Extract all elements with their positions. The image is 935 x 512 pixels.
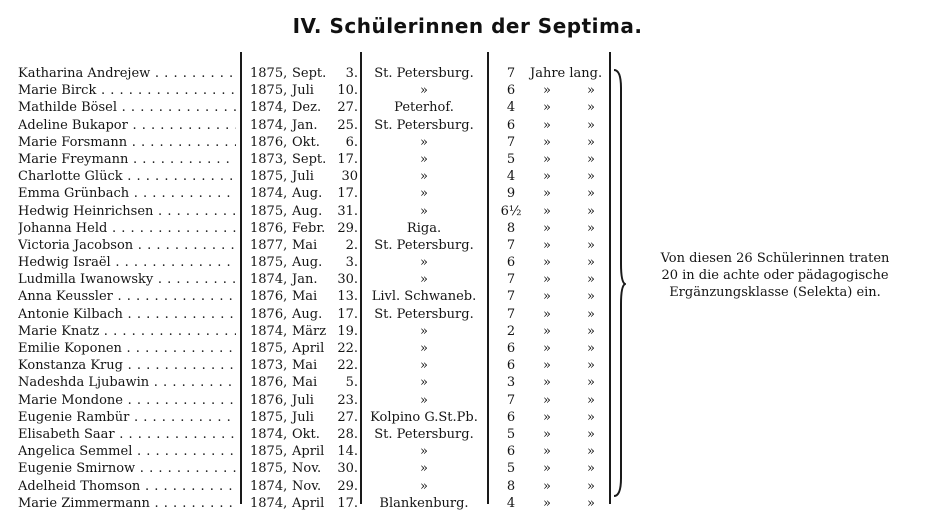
birth-year: 1875,: [250, 461, 288, 477]
birth-day: 17.: [337, 186, 358, 202]
years-attended: 3: [506, 375, 516, 391]
ditto-mark: »: [587, 495, 595, 511]
birth-year: 1874,: [250, 426, 288, 442]
table-row: [0, 99, 620, 116]
years-attended: 2: [506, 323, 516, 339]
student-name: Hedwig Israël . . .: [18, 254, 236, 271]
birth-month: Okt.: [292, 426, 320, 442]
birth-day: 30.: [337, 461, 358, 477]
birth-place: »: [420, 134, 428, 150]
birth-month: Nov.: [292, 461, 322, 477]
birth-month: April: [292, 495, 325, 511]
ditto-mark: »: [587, 478, 595, 494]
years-attended: 7: [506, 66, 516, 81]
table-row: [0, 306, 620, 323]
years-attended: 8: [506, 478, 516, 494]
ditto-mark: »: [587, 186, 595, 202]
years-attended: 4: [506, 495, 516, 511]
years-attended: 7: [506, 272, 516, 288]
table-row: [0, 392, 620, 409]
birth-place: »: [420, 151, 428, 167]
table-row: [0, 460, 620, 477]
table-row: [0, 203, 620, 220]
ditto-mark: »: [543, 444, 551, 460]
birth-place: St. Petersburg.: [374, 237, 474, 253]
birth-day: 30.: [337, 272, 358, 288]
birth-place: »: [420, 392, 428, 408]
ditto-mark: »: [543, 306, 551, 322]
birth-place: »: [420, 83, 428, 99]
birth-year: 1874,: [250, 272, 288, 288]
ditto-mark: »: [543, 203, 551, 219]
birth-month: Mai: [292, 237, 318, 253]
ditto-mark: »: [587, 255, 595, 271]
years-attended: 4: [506, 169, 516, 185]
ditto-mark: »: [543, 323, 551, 339]
birth-month: Febr.: [292, 220, 326, 236]
birth-year: 1876,: [250, 306, 288, 322]
table-row: [0, 220, 620, 237]
ditto-mark: »: [543, 134, 551, 150]
ditto-mark: »: [543, 117, 551, 133]
student-name: Eugenie Rambür . . .: [18, 409, 236, 426]
birth-day: 19.: [337, 323, 358, 339]
birth-place: »: [420, 341, 428, 356]
student-name: Adeline Bukapor . . .: [18, 117, 236, 134]
table-row: [0, 288, 620, 305]
birth-day: 29.: [337, 220, 358, 236]
birth-month: Aug.: [292, 203, 323, 219]
birth-year: 1875,: [250, 203, 288, 219]
birth-day: 29.: [337, 478, 358, 494]
table-row: [0, 323, 620, 340]
student-name: Marie Knatz . . .: [18, 323, 236, 340]
table-row: [0, 374, 620, 391]
birth-year: 1876,: [250, 375, 288, 391]
birth-month: Jan.: [292, 117, 318, 133]
birth-year: 1874,: [250, 495, 288, 511]
ditto-mark: »: [587, 151, 595, 167]
birth-month: Juli: [292, 83, 314, 99]
birth-place: »: [420, 461, 428, 477]
birth-month: Okt.: [292, 134, 320, 150]
birth-year: 1876,: [250, 289, 288, 305]
birth-year: 1873,: [250, 151, 288, 167]
note-line: Ergänzungsklasse (Selekta) ein.: [669, 285, 881, 300]
duration-label: Jahre lang.: [530, 66, 603, 81]
student-name: Katharina Andrejew . . .: [18, 65, 236, 82]
table-row: [0, 409, 620, 426]
table-row: [0, 271, 620, 288]
years-attended: 9: [506, 186, 516, 202]
student-name: Victoria Jacobson . . .: [18, 237, 236, 254]
student-name: Elisabeth Saar . . .: [18, 426, 236, 443]
student-name: Marie Birck . . .: [18, 82, 236, 99]
birth-year: 1876,: [250, 392, 288, 408]
birth-day: 22.: [337, 341, 358, 356]
birth-day: 2.: [345, 237, 358, 253]
years-attended: 6: [506, 409, 516, 425]
birth-month: Juli: [292, 169, 314, 185]
ditto-mark: »: [587, 272, 595, 288]
birth-place: »: [420, 169, 428, 185]
ditto-mark: »: [587, 392, 595, 408]
years-attended: 6½: [500, 203, 522, 219]
birth-day: 13.: [337, 289, 358, 305]
birth-month: Mai: [292, 375, 318, 391]
ditto-mark: »: [543, 255, 551, 271]
birth-place: St. Petersburg.: [374, 426, 474, 442]
birth-day: 17.: [337, 306, 358, 322]
years-attended: 6: [506, 341, 516, 356]
table-row: [0, 357, 620, 374]
years-attended: 4: [506, 100, 516, 116]
ditto-mark: »: [543, 83, 551, 99]
table-row: [0, 117, 620, 134]
birth-place: »: [420, 323, 428, 339]
student-name: Marie Zimmermann . . .: [18, 495, 236, 512]
years-attended: 6: [506, 358, 516, 374]
student-name: Marie Forsmann . . .: [18, 134, 236, 151]
ditto-mark: »: [587, 203, 595, 219]
table-row: [0, 185, 620, 202]
birth-place: »: [420, 203, 428, 219]
years-attended: 6: [506, 444, 516, 460]
birth-month: Juli: [292, 392, 314, 408]
years-attended: 6: [506, 83, 516, 99]
table-row: [0, 478, 620, 495]
birth-month: Aug.: [292, 255, 323, 271]
student-name: Johanna Held . . .: [18, 220, 236, 237]
ditto-mark: »: [543, 289, 551, 305]
ditto-mark: »: [587, 461, 595, 477]
birth-month: Juli: [292, 409, 314, 425]
table-row: [0, 254, 620, 271]
birth-day: 31.: [337, 203, 358, 219]
ditto-mark: »: [587, 289, 595, 305]
right-brace: [612, 68, 626, 500]
table-row: [0, 495, 620, 512]
birth-day: 27.: [337, 409, 358, 425]
years-attended: 7: [506, 134, 516, 150]
birth-day: 6.: [345, 134, 358, 150]
ditto-mark: »: [543, 100, 551, 116]
table-row: [0, 237, 620, 254]
birth-place: »: [420, 375, 428, 391]
birth-place: St. Petersburg.: [374, 117, 474, 133]
birth-month: April: [292, 444, 325, 460]
ditto-mark: »: [587, 375, 595, 391]
birth-year: 1874,: [250, 117, 288, 133]
ditto-mark: »: [587, 220, 595, 236]
student-name: Mathilde Bösel . . .: [18, 99, 236, 116]
birth-month: April: [292, 341, 325, 356]
birth-year: 1875,: [250, 341, 288, 356]
ditto-mark: »: [587, 237, 595, 253]
note-line: 20 in die achte oder pädagogische: [661, 268, 889, 283]
years-attended: 5: [506, 426, 516, 442]
years-attended: 5: [506, 151, 516, 167]
birth-day: 27.: [337, 100, 358, 116]
ditto-mark: »: [543, 392, 551, 408]
note-line: Von diesen 26 Schülerinnen traten: [660, 251, 890, 266]
student-name: Nadeshda Ljubawin . . .: [18, 374, 236, 391]
student-name: Adelheid Thomson . . .: [18, 478, 236, 495]
table-row: [0, 134, 620, 151]
birth-year: 1875,: [250, 169, 288, 185]
ditto-mark: »: [543, 426, 551, 442]
ditto-mark: »: [543, 358, 551, 374]
birth-day: 22.: [337, 358, 358, 374]
birth-year: 1876,: [250, 220, 288, 236]
birth-place: »: [420, 186, 428, 202]
table-row: [0, 151, 620, 168]
ditto-mark: »: [587, 444, 595, 460]
years-attended: 6: [506, 117, 516, 133]
years-attended: 6: [506, 255, 516, 271]
birth-month: März: [292, 323, 327, 339]
student-name: Emilie Koponen . . .: [18, 340, 236, 357]
birth-place: »: [420, 478, 428, 494]
student-name: Angelica Semmel . . .: [18, 443, 236, 460]
birth-year: 1874,: [250, 478, 288, 494]
ditto-mark: »: [587, 306, 595, 322]
student-name: Marie Freymann . . .: [18, 151, 236, 168]
ditto-mark: »: [543, 495, 551, 511]
ditto-mark: »: [587, 134, 595, 150]
ditto-mark: »: [543, 169, 551, 185]
birth-month: Sept.: [292, 151, 327, 167]
birth-year: 1874,: [250, 186, 288, 202]
years-attended: 7: [506, 237, 516, 253]
birth-day: 17.: [337, 495, 358, 511]
birth-place: Blankenburg.: [379, 495, 469, 511]
birth-year: 1875,: [250, 409, 288, 425]
birth-place: Peterhof.: [394, 100, 454, 116]
birth-year: 1875,: [250, 444, 288, 460]
birth-year: 1875,: [250, 255, 288, 271]
years-attended: 7: [506, 392, 516, 408]
ditto-mark: »: [587, 409, 595, 425]
table-row: [0, 443, 620, 460]
birth-year: 1874,: [250, 323, 288, 339]
ditto-mark: »: [587, 169, 595, 185]
side-note: [630, 250, 920, 301]
birth-month: Nov.: [292, 478, 322, 494]
birth-year: 1877,: [250, 237, 288, 253]
birth-day: 30: [341, 169, 358, 185]
birth-day: 5.: [345, 375, 358, 391]
ditto-mark: »: [587, 100, 595, 116]
table-row: [0, 168, 620, 185]
birth-month: Aug.: [292, 186, 323, 202]
birth-day: 25.: [337, 117, 358, 133]
table-row: [0, 82, 620, 99]
ditto-mark: »: [543, 478, 551, 494]
ditto-mark: »: [587, 83, 595, 99]
years-attended: 7: [506, 306, 516, 322]
student-name: Antonie Kilbach . . .: [18, 306, 236, 323]
birth-year: 1876,: [250, 134, 288, 150]
birth-year: 1874,: [250, 100, 288, 116]
birth-day: 23.: [337, 392, 358, 408]
ditto-mark: »: [587, 426, 595, 442]
ditto-mark: »: [587, 117, 595, 133]
page-title: IV. Schülerinnen der Septima.: [292, 14, 643, 38]
ditto-mark: »: [543, 341, 551, 356]
ditto-mark: »: [543, 186, 551, 202]
ditto-mark: »: [587, 323, 595, 339]
birth-place: Kolpino G.St.Pb.: [370, 409, 478, 425]
years-attended: 8: [506, 220, 516, 236]
birth-place: »: [420, 272, 428, 288]
student-name: Charlotte Glück . . .: [18, 168, 236, 185]
ditto-mark: »: [587, 358, 595, 374]
birth-place: »: [420, 444, 428, 460]
birth-year: 1873,: [250, 358, 288, 374]
birth-day: 3.: [345, 255, 358, 271]
birth-day: 17.: [337, 151, 358, 167]
student-name: Anna Keussler . . .: [18, 288, 236, 305]
birth-day: 10.: [337, 83, 358, 99]
student-name: Eugenie Smirnow . . .: [18, 460, 236, 477]
years-attended: 7: [506, 289, 516, 305]
ditto-mark: »: [587, 341, 595, 356]
birth-place: Livl. Schwaneb.: [371, 289, 477, 305]
table-row: [0, 65, 620, 82]
birth-month: Aug.: [292, 306, 323, 322]
ditto-mark: »: [543, 272, 551, 288]
student-name: Emma Grünbach . . .: [18, 185, 236, 202]
ditto-mark: »: [543, 237, 551, 253]
birth-month: Dez.: [292, 100, 322, 116]
table-row: [0, 340, 620, 357]
birth-year: 1875,: [250, 83, 288, 99]
birth-month: Mai: [292, 358, 318, 374]
birth-day: 28.: [337, 426, 358, 442]
birth-day: 14.: [337, 444, 358, 460]
birth-place: St. Petersburg.: [374, 66, 474, 81]
birth-year: 1875,: [250, 66, 288, 81]
ditto-mark: »: [543, 409, 551, 425]
ditto-mark: »: [543, 375, 551, 391]
birth-place: »: [420, 255, 428, 271]
years-attended: 5: [506, 461, 516, 477]
birth-place: »: [420, 358, 428, 374]
student-table: [0, 65, 620, 512]
birth-month: Jan.: [292, 272, 318, 288]
birth-place: St. Petersburg.: [374, 306, 474, 322]
student-name: Marie Mondone . . .: [18, 392, 236, 409]
ditto-mark: »: [543, 151, 551, 167]
student-name: Ludmilla Iwanowsky . . .: [18, 271, 236, 288]
birth-month: Sept.: [292, 66, 327, 81]
student-name: Hedwig Heinrichsen . . .: [18, 203, 236, 220]
birth-place: Riga.: [406, 220, 442, 236]
ditto-mark: »: [543, 461, 551, 477]
table-row: [0, 426, 620, 443]
student-name: Konstanza Krug . . .: [18, 357, 236, 374]
birth-month: Mai: [292, 289, 318, 305]
ditto-mark: »: [543, 220, 551, 236]
birth-day: 3.: [345, 66, 358, 81]
